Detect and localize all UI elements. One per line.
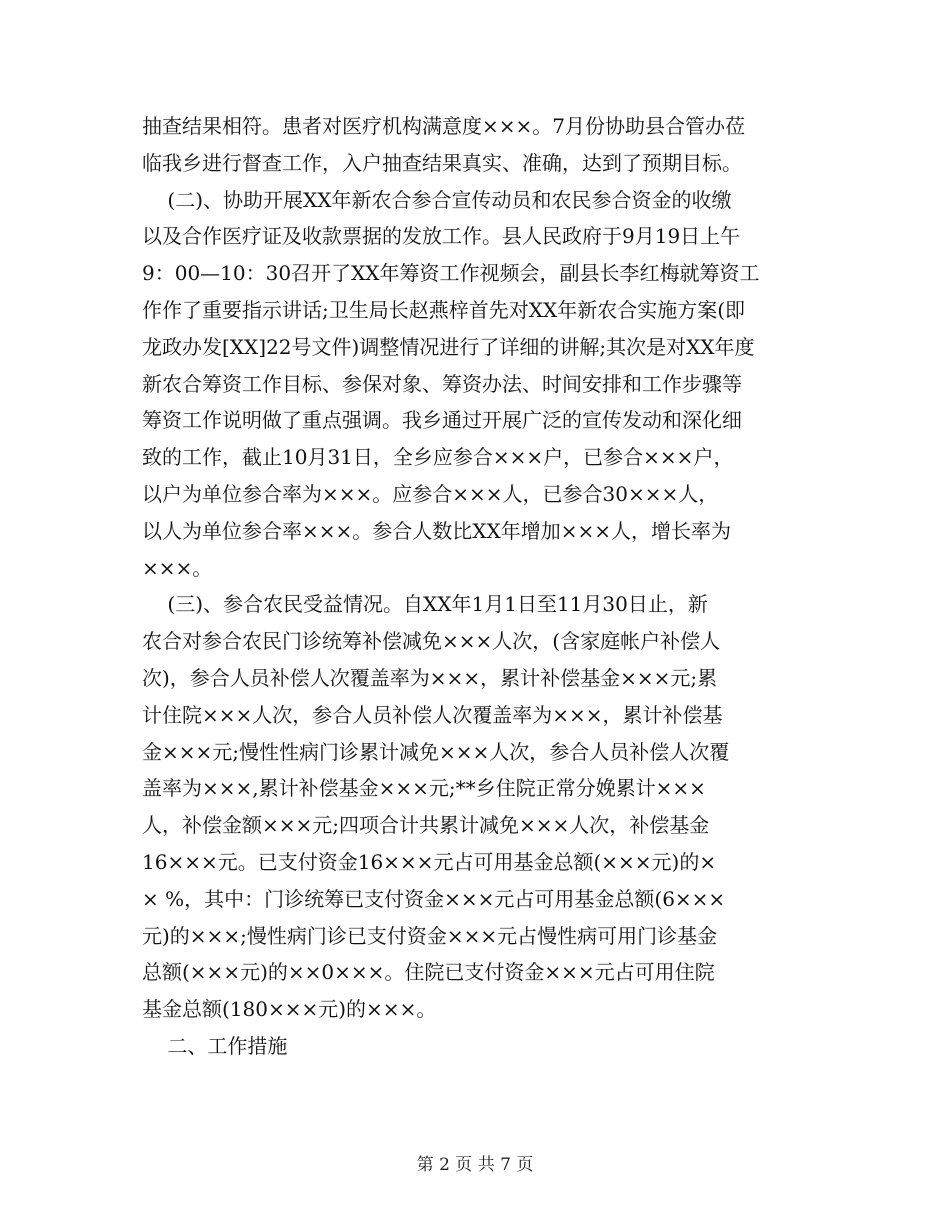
- section-heading: 二、工作措施: [142, 1033, 288, 1058]
- text-line: 人，补偿金额×××元;四项合计共累计减免×××人次，补偿基金: [142, 813, 710, 838]
- page-footer: 第 2 页 共 7 页: [416, 1155, 534, 1175]
- text-line: 以户为单位参合率为×××。应参合×××人，已参合30×××人，: [142, 481, 719, 506]
- text-line: 抽查结果相符。患者对医疗机构满意度×××。7月份协助县合管办莅: [142, 114, 745, 138]
- text-line: (三)、参合农民受益情况。自XX年1月1日至11月30日止，新: [142, 592, 708, 617]
- text-line: 9：00—10：30召开了XX年筹资工作视频会，副县长李红梅就筹资工: [142, 261, 760, 286]
- document-body: [142, 108, 806, 1065]
- text-line: 16×××元。已支付资金16×××元占可用基金总额(×××元)的×: [142, 849, 717, 874]
- text-line: 计住院×××人次，参合人员补偿人次覆盖率为×××，累计补偿基: [142, 702, 723, 727]
- text-line: 临我乡进行督查工作，入户抽查结果真实、准确，达到了预期目标。: [142, 150, 742, 175]
- text-line: 金×××元;慢性性病门诊累计减免×××人次，参合人员补偿人次覆: [142, 739, 730, 764]
- text-line: (二)、协助开展XX年新农合参合宣传动员和农民参合资金的收缴: [142, 187, 732, 212]
- text-line: 以及合作医疗证及收款票据的发放工作。县人民政府于9月19日上午: [142, 224, 741, 249]
- text-line: 新农合筹资工作目标、参保对象、筹资办法、时间安排和工作步骤等: [142, 371, 742, 396]
- text-line: 以人为单位参合率×××。参合人数比XX年增加×××人，增长率为: [142, 518, 732, 543]
- text-line: 元)的×××;慢性病门诊已支付资金×××元占慢性病可用门诊基金: [142, 923, 718, 948]
- text-line: 筹资工作说明做了重点强调。我乡通过开展广泛的宣传发动和深化细: [142, 408, 742, 433]
- text-line: 总额(×××元)的××0×××。住院已支付资金×××元占可用住院: [142, 960, 715, 985]
- text-line: 作作了重要指示讲话;卫生局长赵燕梓首先对XX年新农合实施方案(即: [142, 297, 746, 322]
- text-line: 盖率为×××,累计补偿基金×××元;**乡住院正常分娩累计×××: [142, 776, 706, 801]
- text-line: 次)，参合人员补偿人次覆盖率为×××，累计补偿基金×××元;累: [142, 665, 718, 690]
- text-line: 基金总额(180×××元)的×××。: [142, 997, 437, 1022]
- text-line: 农合对参合农民门诊统筹补偿减免×××人次，(含家庭帐户补偿人: [142, 629, 721, 654]
- text-line: 致的工作，截止10月31日，全乡应参合×××户，已参合×××户，: [142, 445, 734, 470]
- text-line: × %，其中：门诊统筹已支付资金×××元占可用基金总额(6×××: [142, 886, 726, 911]
- text-line: 龙政办发[XX]22号文件)调整情况进行了详细的讲解;其次是对XX年度: [142, 334, 755, 359]
- text-line: ×××。: [142, 555, 213, 580]
